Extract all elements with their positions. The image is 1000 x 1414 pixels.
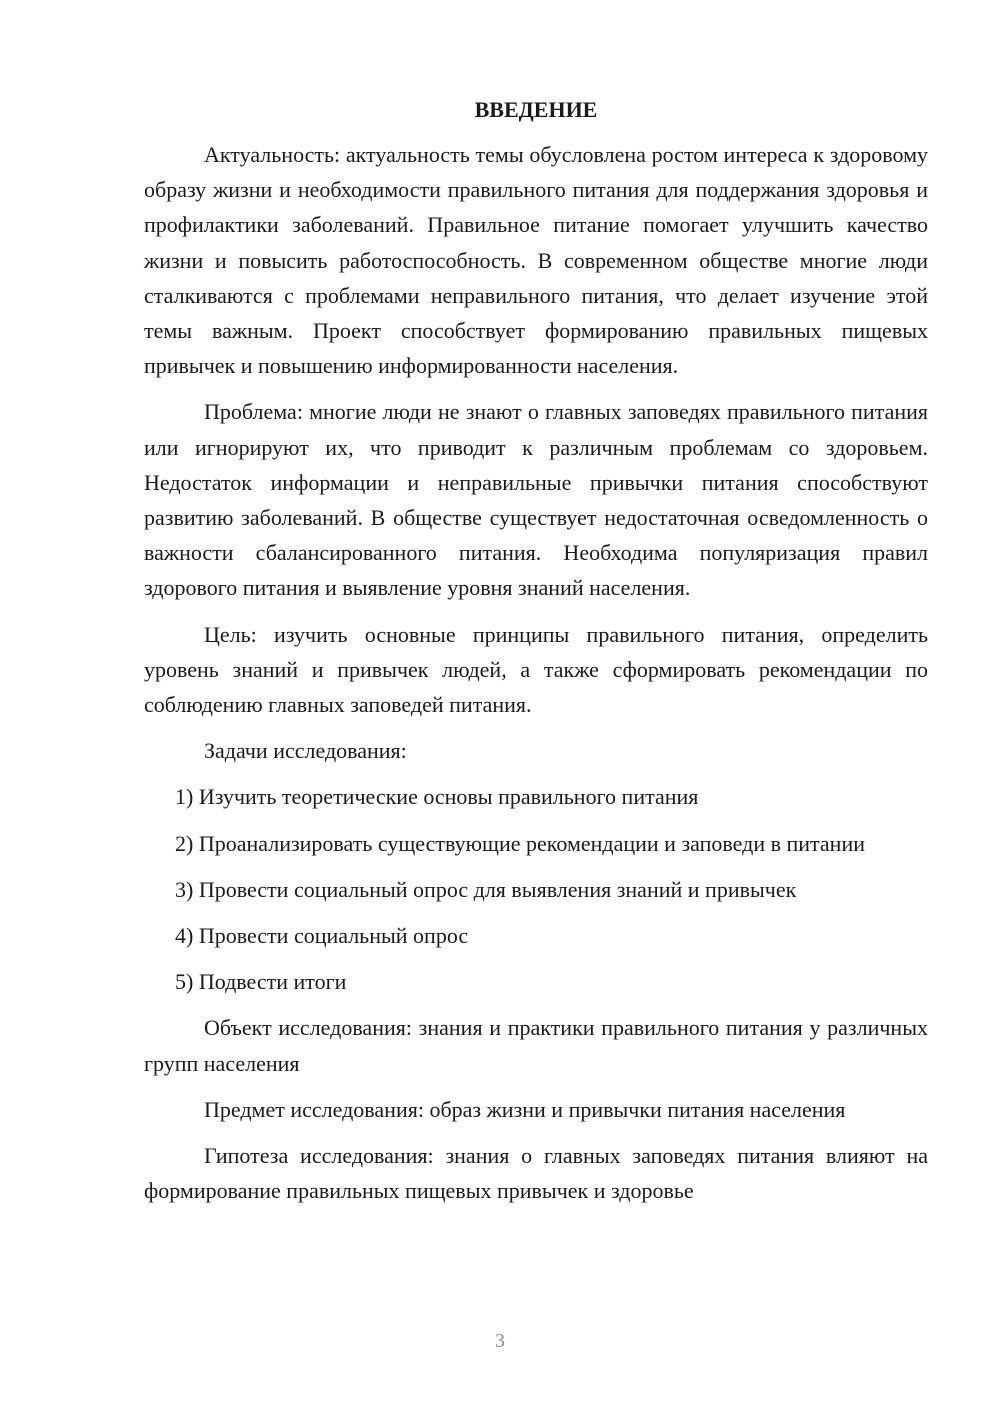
task-item-2: 2) Проанализировать существующие рекомендации и заповеди в питании (175, 830, 865, 856)
task-item-4: 4) Провести социальный опрос (175, 923, 469, 949)
paragraph-subject: Предмет исследования: образ жизни и привычки питания населения (204, 1096, 846, 1122)
paragraph-object: Объект исследования: знания и практики правильного питания у различных групп населения (144, 1015, 928, 1076)
task-item-3: 3) Провести социальный опрос для выявления знаний и привычек (175, 876, 797, 902)
paragraph-relevance: Актуальность: актуальность темы обусловлена ростом интереса к здоровому образу жизни и необходимости правильного питания для поддержания здоровья и профилактики заболеваний. Правильное питание помогает улучшить качество жизни и повысить работоспособность. В современном обществе многие люди сталкиваются с проблемами неправильного питания, что делает изучение этой темы важным. Проект способствует формированию правильных пищевых привычек и повышению информированности населения. (144, 142, 928, 379)
page-number: 3 (495, 1330, 505, 1352)
paragraph-hypothesis: Гипотеза исследования: знания о главных заповедях питания влияют на формирование правильных пищевых привычек и здоровье (144, 1143, 928, 1204)
paragraph-problem: Проблема: многие люди не знают о главных заповедях правильного питания или игнорируют их, что приводит к различным проблемам со здоровьем. Недостаток информации и неправильные привычки питания способствуют развитию заболеваний. В обществе существует недостаточная осведомленность о важности сбалансированного питания. Необходима популяризация правил здорового питания и выявление уровня знаний населения. (144, 399, 928, 601)
tasks-heading: Задачи исследования: (204, 738, 407, 764)
document-page (144, 92, 928, 1208)
paragraph-goal: Цель: изучить основные принципы правильного питания, определить уровень знаний и привычек людей, а также сформировать рекомендации по соблюдению главных заповедей питания. (144, 621, 928, 718)
page-title: ВВЕДЕНИЕ (474, 97, 598, 122)
task-item-1: 1) Изучить теоретические основы правильного питания (175, 784, 699, 810)
task-item-5: 5) Подвести итоги (175, 969, 347, 995)
